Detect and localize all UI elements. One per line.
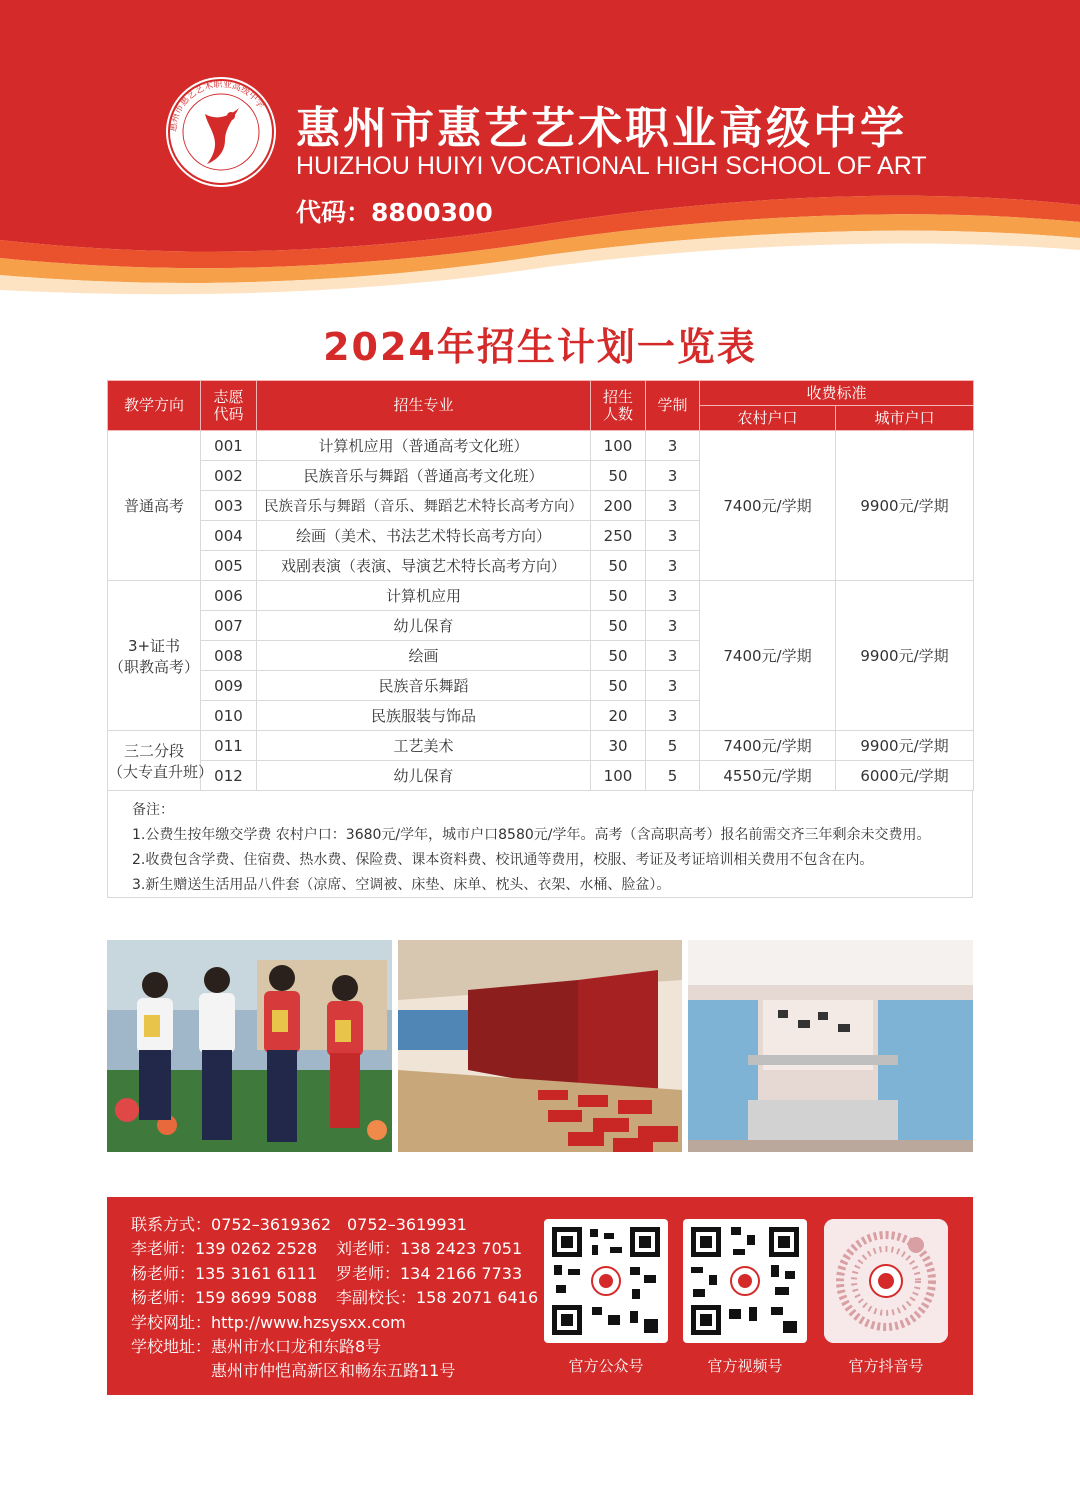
count-cell: 20 [591,701,646,731]
qr-label: 官方公众号 [568,1357,644,1375]
count-cell: 50 [591,551,646,581]
rural-fee-cell: 4550元/学期 [700,761,836,791]
years-cell: 3 [646,431,700,461]
school-name-en: HUIZHOU HUIYI VOCATIONAL HIGH SCHOOL OF ART [296,152,927,180]
code-cell: 003 [201,491,257,521]
code-cell: 010 [201,701,257,731]
direction-sublabel: （职教高考） [108,657,199,676]
teacher-contact: 李副校长：158 2071 6416 [336,1288,539,1308]
years-cell: 3 [646,701,700,731]
note-item: 1.公费生按年缴交学费 农村户口：3680元/学年，城市户口8580元/学年。高考（含高职高考）报名前需交齐三年剩余未交费用。 [132,827,931,843]
contact-footer [107,1197,973,1395]
major-cell: 戏剧表演（表演、导演艺术特长高考方向） [257,551,591,581]
direction-sublabel: （大专直升班） [108,762,214,781]
count-cell: 50 [591,461,646,491]
header-urban: 城市户口 [836,406,974,431]
teacher-contact: 刘老师：138 2423 7051 [336,1239,523,1259]
notes-box [107,790,973,898]
notes-heading: 备注： [132,802,174,818]
major-cell: 绘画（美术、书法艺术特长高考方向） [257,521,591,551]
code-cell: 005 [201,551,257,581]
major-cell: 计算机应用（普通高考文化班） [257,431,591,461]
count-cell: 250 [591,521,646,551]
address-line: 惠州市水口龙和东路8号 [211,1336,382,1356]
direction-cell: 普通高考 [108,431,201,581]
teacher-contact: 罗老师：134 2166 7733 [336,1263,523,1283]
wechat-official-qr-icon[interactable] [544,1219,668,1343]
code-cell: 008 [201,641,257,671]
code-cell: 012 [201,761,257,791]
table-row [108,431,974,461]
count-cell: 50 [591,581,646,611]
count-cell: 100 [591,761,646,791]
code-cell: 004 [201,521,257,551]
years-cell: 3 [646,461,700,491]
years-cell: 3 [646,671,700,701]
count-cell: 50 [591,611,646,641]
major-cell: 民族音乐与舞蹈（音乐、舞蹈艺术特长高考方向） [257,491,591,521]
years-cell: 5 [646,761,700,791]
phone-label: 联系方式： [131,1215,212,1234]
address-label: 学校地址： [131,1336,212,1356]
urban-fee-cell: 9900元/学期 [836,581,974,731]
website-link[interactable]: http://www.hzsysxx.com [211,1312,406,1332]
years-cell: 3 [646,551,700,581]
note-item: 3.新生赠送生活用品八件套（凉席、空调被、床垫、床单、枕头、衣架、水桶、脸盆）。 [132,877,671,893]
theater-photo [398,940,682,1152]
major-cell: 幼儿保育 [257,611,591,641]
page-title: 2024年招生计划一览表 [323,325,757,369]
direction-label: 三二分段 [123,741,184,760]
douyin-qr-icon[interactable] [824,1219,948,1343]
rural-fee-cell: 7400元/学期 [700,581,836,731]
count-cell: 50 [591,671,646,701]
code-cell: 002 [201,461,257,491]
qr-label: 官方抖音号 [848,1357,924,1375]
header-fee: 收费标准 [700,381,974,406]
header-banner [0,0,1080,300]
address-line: 惠州市仲恺高新区和畅东五路11号 [211,1361,456,1381]
urban-fee-cell: 9900元/学期 [836,431,974,581]
code-cell: 006 [201,581,257,611]
header-rural: 农村户口 [700,406,836,431]
direction-cell [108,581,201,731]
wechat-channels-qr-icon[interactable] [683,1219,807,1343]
school-name-cn: 惠州市惠艺艺术职业高级中学 [296,103,907,154]
students-photo [107,940,392,1152]
code-cell: 011 [201,731,257,761]
count-cell: 30 [591,731,646,761]
table-row [108,761,974,791]
count-cell: 50 [591,641,646,671]
count-cell: 200 [591,491,646,521]
major-cell: 民族音乐舞蹈 [257,671,591,701]
code-cell: 009 [201,671,257,701]
qr-label: 官方视频号 [707,1357,783,1375]
urban-fee-cell: 9900元/学期 [836,731,974,761]
major-cell: 幼儿保育 [257,761,591,791]
major-cell: 绘画 [257,641,591,671]
code-cell: 007 [201,611,257,641]
years-cell: 3 [646,491,700,521]
rural-fee-cell: 7400元/学期 [700,431,836,581]
years-cell: 3 [646,521,700,551]
website-label: 学校网址： [131,1312,212,1332]
table-row [108,731,974,761]
school-code: 代码：8800300 [296,198,493,227]
header-major: 招生专业 [257,381,591,431]
teacher-contact: 李老师：139 0262 2528 [131,1239,318,1259]
teacher-contact: 杨老师：135 3161 6111 [131,1263,318,1283]
header-years: 学制 [646,381,700,431]
school-logo [165,76,277,188]
header-direction: 教学方向 [108,381,201,431]
phone-numbers: 0752–3619362 0752–3619931 [211,1215,467,1234]
direction-label: 3+证书 [127,636,181,655]
major-cell: 工艺美术 [257,731,591,761]
years-cell: 5 [646,731,700,761]
code-cell: 001 [201,431,257,461]
dormitory-photo [688,940,973,1152]
teacher-contact: 杨老师：159 8699 5088 [131,1288,318,1308]
svg-text:惠州市惠艺艺术职业高级中学: 惠州市惠艺艺术职业高级中学 [168,79,266,133]
direction-cell [108,731,214,791]
contact-info [131,1213,538,1384]
major-cell: 民族服装与饰品 [257,701,591,731]
note-item: 2.收费包含学费、住宿费、热水费、保险费、课本资料费、校讯通等费用，校服、考证及考证培训相关费用不包含在内。 [132,852,874,868]
years-cell: 3 [646,581,700,611]
rural-fee-cell: 7400元/学期 [700,731,836,761]
major-cell: 计算机应用 [257,581,591,611]
urban-fee-cell: 6000元/学期 [836,761,974,791]
major-cell: 民族音乐与舞蹈（普通高考文化班） [257,461,591,491]
years-cell: 3 [646,611,700,641]
count-cell: 100 [591,431,646,461]
header-count: 招生人数 [591,381,646,431]
header-code: 志愿代码 [201,381,257,431]
years-cell: 3 [646,641,700,671]
enrollment-plan-table [107,380,974,791]
table-row [108,581,974,611]
